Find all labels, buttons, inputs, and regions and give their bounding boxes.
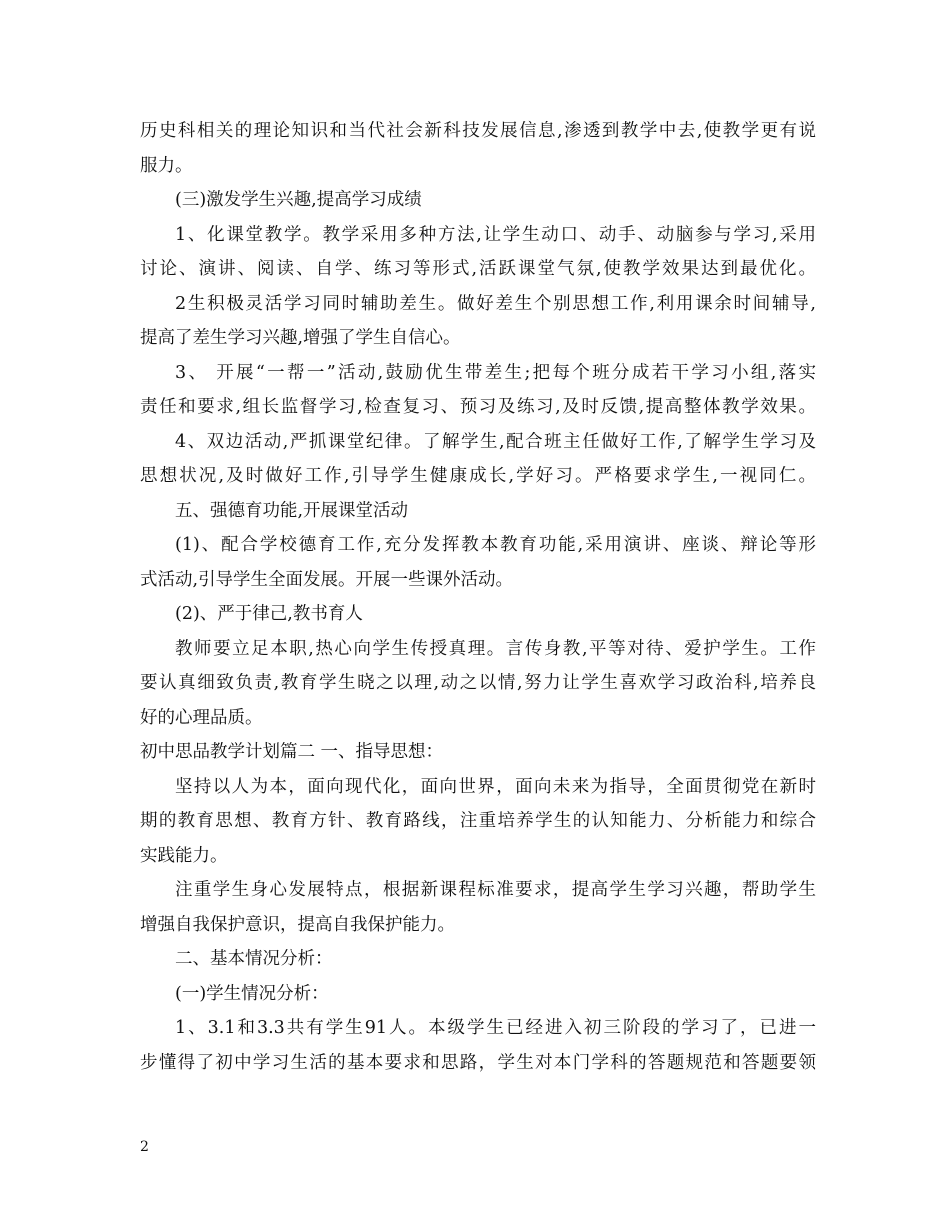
text-line: 思想状况,及时做好工作,引导学生健康成长,学好习。严格要求学生,一视同仁。 — [140, 466, 816, 486]
text-line: 注重学生身心发展特点，根据新课程标准要求，提高学生学习兴趣，帮助学生 — [175, 880, 816, 900]
text-line: 步懂得了初中学习生活的基本要求和思路，学生对本门学科的答题规范和答题要领 — [140, 1052, 816, 1073]
text-line: 增强自我保护意识，提高自我保护能力。 — [140, 914, 455, 935]
text-line: (三)激发学生兴趣,提高学习成绩 — [175, 190, 422, 210]
text-line: 3、 开展“一帮一”活动,鼓励优生带差生;把每个班分成若干学习小组,落实 — [175, 362, 816, 383]
text-line: 责任和要求,组长监督学习,检查复习、预习及练习,及时反馈,提高整体教学效果。 — [140, 397, 816, 417]
text-line: 教师要立足本职,热心向学生传授真理。言传身教,平等对待、爱护学生。工作 — [175, 638, 816, 659]
text-line: (一)学生情况分析： — [175, 983, 329, 1004]
text-line: 式活动,引导学生全面发展。开展一些课外活动。 — [140, 569, 514, 590]
text-line: 好的心理品质。 — [140, 707, 263, 728]
text-line: (2)、严于律己,教书育人 — [175, 604, 363, 624]
document-body — [140, 114, 816, 1080]
text-line: 二、基本情况分析： — [175, 949, 333, 969]
text-line: 期的教育思想、教育方针、教育路线，注重培养学生的认知能力、分析能力和综合 — [140, 811, 816, 831]
text-line: 历史科相关的理论知识和当代社会新科技发展信息,渗透到教学中去,使教学更有说 — [140, 121, 816, 141]
text-line: (1)、配合学校德育工作,充分发挥教本教育功能,采用演讲、座谈、辩论等形 — [175, 535, 816, 555]
text-line: 服力。 — [140, 155, 193, 176]
text-line: 要认真细致负责,教育学生晓之以理,动之以情,努力让学生喜欢学习政治科,培养良 — [140, 673, 816, 693]
text-line: 讨论、演讲、阅读、自学、练习等形式,活跃课堂气氛,使教学效果达到最优化。 — [140, 259, 816, 279]
text-line: 2生积极灵活学习同时辅助差生。做好差生个别思想工作,利用课余时间辅导, — [175, 293, 816, 314]
page-number: 2 — [140, 1139, 149, 1155]
text-line: 1、化课堂教学。教学采用多种方法,让学生动口、动手、动脑参与学习,采用 — [175, 224, 816, 245]
text-line: 五、强德育功能,开展课堂活动 — [175, 500, 409, 521]
text-line: 坚持以人为本，面向现代化，面向世界，面向未来为指导，全面贯彻党在新时 — [175, 776, 816, 797]
text-line: 实践能力。 — [140, 845, 228, 866]
text-line: 4、双边活动,严抓课堂纪律。了解学生,配合班主任做好工作,了解学生学习及 — [175, 431, 816, 452]
text-line: 初中思品教学计划篇二 一、指导思想： — [140, 742, 444, 762]
text-line: 1、3.1和3.3共有学生91人。本级学生已经进入初三阶段的学习了，已进一 — [175, 1018, 816, 1038]
text-line: 提高了差生学习兴趣,增强了学生自信心。 — [140, 328, 461, 348]
